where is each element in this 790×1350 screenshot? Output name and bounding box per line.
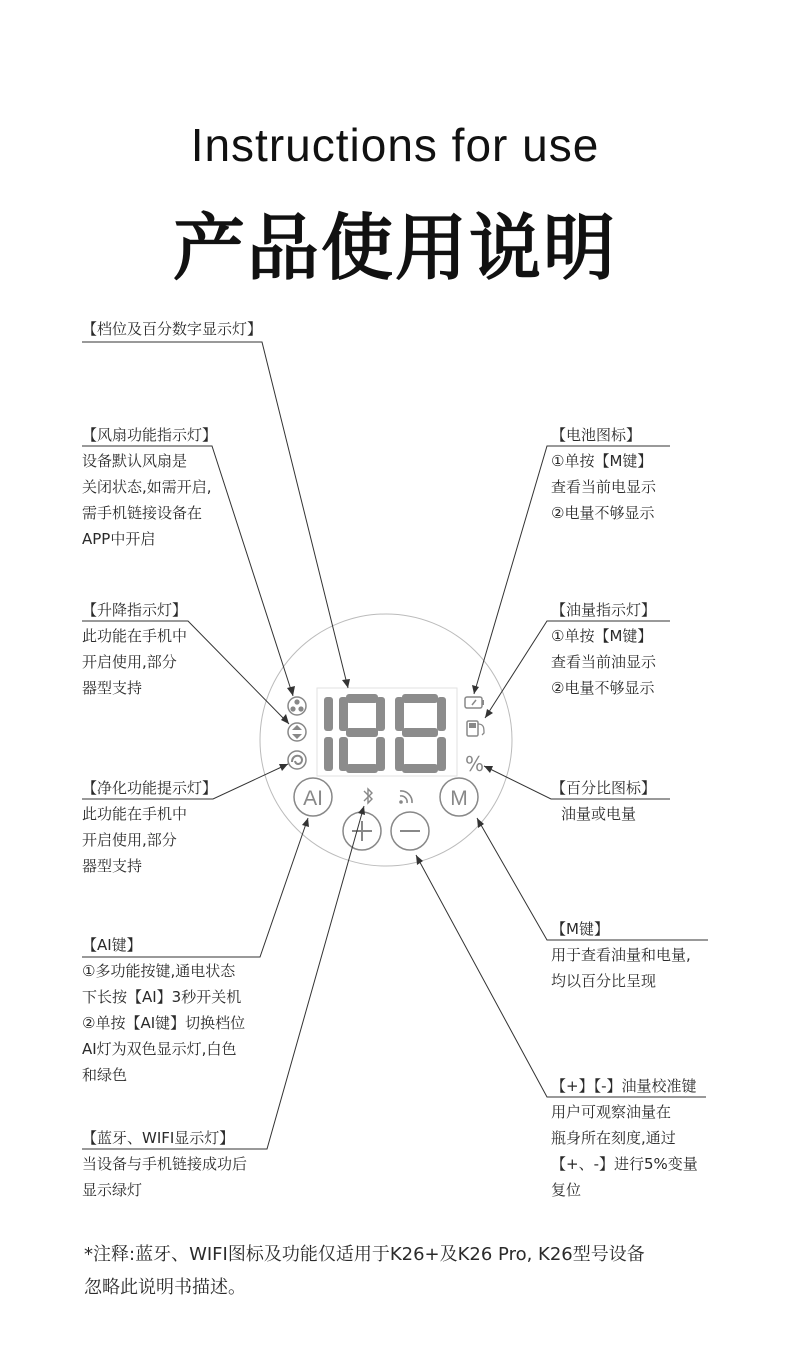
label-bluetooth-line: 显示绿灯 (82, 1181, 143, 1199)
label-bluetooth (82, 1125, 247, 1203)
m-button[interactable] (440, 778, 478, 816)
label-percent-line: 油量或电量 (561, 805, 637, 823)
label-bluetooth-title: 【蓝牙、WIFI显示灯】 (82, 1129, 235, 1147)
label-battery-title: 【电池图标】 (551, 426, 642, 444)
label-oil-line: ①单按【M键】 (551, 627, 653, 645)
label-percent (551, 775, 656, 827)
bluetooth-icon (364, 789, 372, 803)
label-fan-line: 关闭状态,如需开启, (82, 478, 212, 496)
label-oil (551, 597, 656, 701)
label-calibrate-line: 复位 (551, 1181, 582, 1199)
label-battery-line: 查看当前电显示 (551, 478, 657, 496)
label-ai-key-line: 和绿色 (82, 1066, 128, 1084)
label-lift (82, 597, 187, 701)
label-ai-key (82, 932, 245, 1088)
label-ai-key-line: AI灯为双色显示灯,白色 (82, 1040, 237, 1058)
title-chinese: 产品使用说明 (172, 206, 617, 290)
label-oil-line: 查看当前油显示 (551, 653, 657, 671)
label-calibrate-line: 【+、-】进行5%变量 (551, 1155, 698, 1173)
label-calibrate (551, 1073, 698, 1203)
label-fan-line: APP中开启 (82, 530, 156, 548)
footnote-line: *注释:蓝牙、WIFI图标及功能仅适用于K26+及K26 Pro, K26型号设备 (84, 1244, 645, 1265)
label-m-key-line: 均以百分比呈现 (551, 972, 657, 990)
label-bluetooth-line: 当设备与手机链接成功后 (82, 1155, 248, 1173)
plus-button[interactable] (343, 812, 381, 850)
label-gear-display (82, 316, 262, 342)
digit-hundreds (324, 697, 333, 771)
label-percent-title: 【百分比图标】 (551, 779, 657, 797)
m-button-label: M (450, 787, 468, 810)
label-lift-line: 开启使用,部分 (82, 653, 177, 671)
label-ai-key-line: 下长按【AI】3秒开关机 (82, 988, 242, 1006)
fuel-icon (467, 721, 484, 736)
label-purify (82, 775, 217, 879)
ai-button[interactable] (294, 778, 332, 816)
label-ai-key-title: 【AI键】 (82, 936, 142, 954)
label-battery-line: ②电量不够显示 (551, 504, 655, 522)
label-gear-display-title: 【档位及百分数字显示灯】 (82, 320, 263, 338)
label-fan-title: 【风扇功能指示灯】 (82, 426, 218, 444)
label-calibrate-title: 【+】【-】油量校准键 (551, 1077, 697, 1095)
label-calibrate-line: 瓶身所在刻度,通过 (551, 1129, 676, 1147)
label-oil-title: 【油量指示灯】 (551, 601, 657, 619)
purify-icon (288, 751, 306, 769)
label-fan (82, 422, 217, 552)
digit-ones (395, 694, 446, 773)
panel-outline (260, 614, 512, 866)
label-m-key-line: 用于查看油量和电量, (551, 946, 691, 964)
label-ai-key-line: ②单按【AI键】切换档位 (82, 1014, 246, 1032)
fan-icon (288, 697, 306, 715)
title-english: Instructions for use (190, 119, 600, 171)
label-lift-line: 此功能在手机中 (82, 627, 188, 645)
label-fan-line: 需手机链接设备在 (82, 504, 203, 522)
label-battery-line: ①单按【M键】 (551, 452, 653, 470)
label-lift-line: 器型支持 (82, 679, 143, 697)
footnote (84, 1238, 724, 1304)
minus-button[interactable] (391, 812, 429, 850)
lift-icon (288, 723, 306, 741)
label-fan-line: 设备默认风扇是 (82, 452, 188, 470)
label-m-key (551, 916, 691, 994)
label-purify-title: 【净化功能提示灯】 (82, 779, 218, 797)
label-m-key-title: 【M键】 (551, 920, 609, 938)
label-lift-title: 【升降指示灯】 (82, 601, 188, 619)
label-battery (551, 422, 656, 526)
label-purify-line: 开启使用,部分 (82, 831, 177, 849)
label-ai-key-line: ①多功能按键,通电状态 (82, 962, 236, 980)
battery-icon (465, 697, 484, 708)
digit-tens (339, 694, 385, 773)
label-calibrate-line: 用户可观察油量在 (551, 1103, 672, 1121)
percent-icon: % (465, 752, 485, 776)
footnote-line: 忽略此说明书描述。 (84, 1277, 246, 1298)
label-oil-line: ②电量不够显示 (551, 679, 655, 697)
ai-button-label: AI (303, 787, 323, 810)
label-purify-line: 此功能在手机中 (82, 805, 188, 823)
wifi-icon (399, 791, 412, 804)
label-purify-line: 器型支持 (82, 857, 143, 875)
